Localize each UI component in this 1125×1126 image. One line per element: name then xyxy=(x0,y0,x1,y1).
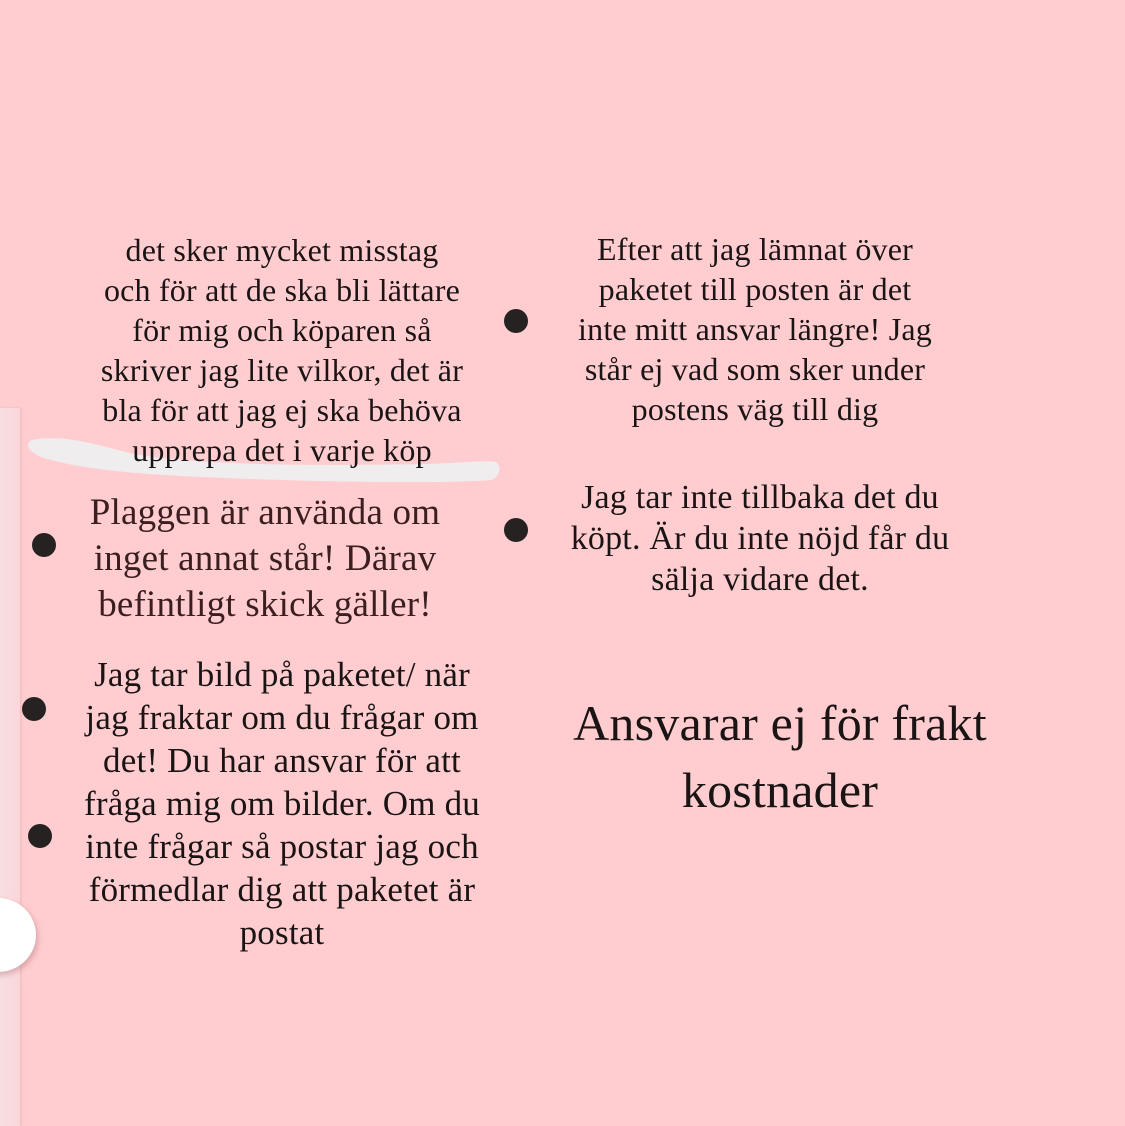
rule-line: Efter att jag lämnat över xyxy=(597,231,913,267)
left-edge-strip xyxy=(0,408,20,1126)
notice-line: Ansvarar ej för frakt xyxy=(573,695,987,751)
intro-paragraph xyxy=(62,230,502,470)
white-circle-sticker xyxy=(0,898,36,972)
rule-line: det! Du har ansvar för att xyxy=(103,741,461,780)
intro-line: bla för att jag ej ska behöva xyxy=(102,392,462,428)
intro-line: och för att de ska bli lättare xyxy=(103,272,461,308)
rule-line: Plaggen är använda om xyxy=(89,492,441,533)
rule-line: inget annat står! Därav xyxy=(93,538,437,579)
bullet-dot-icon xyxy=(504,518,528,542)
rule-line: paketet till posten är det xyxy=(598,271,912,307)
rule-line: postens väg till dig xyxy=(631,391,879,427)
rule-package-photo xyxy=(56,653,508,954)
intro-line: det sker mycket misstag xyxy=(125,232,439,268)
shipping-cost-notice xyxy=(520,690,1040,824)
notice-line: kostnader xyxy=(681,762,879,818)
rule-line: postat xyxy=(239,913,325,952)
bullet-dot-icon xyxy=(504,309,528,333)
intro-line: för mig och köparen så xyxy=(132,312,432,348)
rule-line: jag fraktar om du frågar om xyxy=(85,698,479,737)
rule-line: förmedlar dig att paketet är xyxy=(88,870,476,909)
rule-line: Jag tar bild på paketet/ när xyxy=(94,655,470,694)
rule-line: inte mitt ansvar längre! Jag xyxy=(578,311,932,347)
rule-post-responsibility xyxy=(540,229,970,429)
rule-line: köpt. Är du inte nöjd får du xyxy=(570,520,950,557)
rule-line: befintligt skick gäller! xyxy=(98,584,432,625)
rule-line: Jag tar inte tillbaka det du xyxy=(581,479,939,516)
bullet-dot-icon xyxy=(32,533,56,557)
bullet-dot-icon xyxy=(22,697,46,721)
rule-no-returns xyxy=(540,477,980,600)
rule-line: fråga mig om bilder. Om du xyxy=(84,784,480,823)
rule-used-condition xyxy=(60,490,470,628)
bullet-dot-icon xyxy=(28,824,52,848)
intro-line: skriver jag lite vilkor, det är xyxy=(100,352,464,388)
rule-line: sälja vidare det. xyxy=(651,561,869,598)
rule-line: står ej vad som sker under xyxy=(584,351,926,387)
rule-line: inte frågar så postar jag och xyxy=(85,827,479,866)
intro-line: upprepa det i varje köp xyxy=(132,432,432,468)
